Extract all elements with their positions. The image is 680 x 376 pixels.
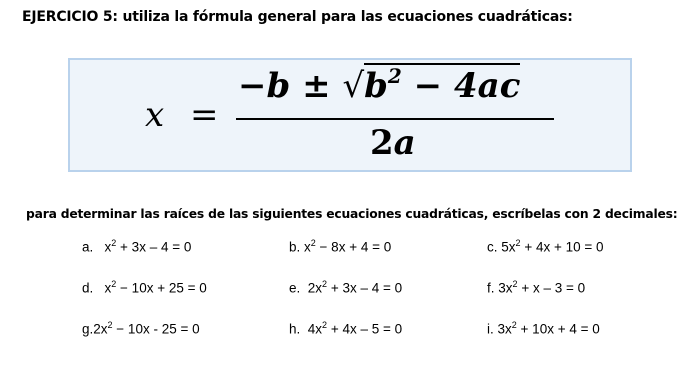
quadratic-formula-box xyxy=(68,58,632,172)
formula-exponent: 2 xyxy=(387,64,402,88)
equation-rest: + x – 3 = 0 xyxy=(517,280,586,296)
equation-exponent: 2 xyxy=(511,320,517,330)
formula-radicand xyxy=(364,63,520,106)
equation-exponent: 2 xyxy=(310,238,316,248)
equation-exponent: 2 xyxy=(322,320,328,330)
equation-rest: + 4x + 10 = 0 xyxy=(520,239,604,255)
equation-d xyxy=(82,279,207,296)
equation-label: c. xyxy=(487,239,498,255)
equation-rest: + 4x – 5 = 0 xyxy=(327,321,403,337)
equation-exponent: 2 xyxy=(107,320,113,330)
formula-4ac: 4ac xyxy=(454,66,521,106)
formula-numerator xyxy=(238,64,521,106)
equation-term: x xyxy=(304,239,311,255)
equation-rest: + 3x – 4 = 0 xyxy=(116,239,192,255)
equation-exponent: 2 xyxy=(512,279,518,289)
equation-term: 5x xyxy=(501,239,516,255)
equation-label: f. xyxy=(487,280,495,296)
formula-fraction-bar xyxy=(236,118,554,120)
equation-c xyxy=(487,238,604,255)
equation-exponent: 2 xyxy=(111,238,117,248)
equation-g xyxy=(82,320,200,337)
formula-denominator-2: 2 xyxy=(370,123,394,163)
equation-rest: − 8x + 4 = 0 xyxy=(315,239,392,255)
formula-lhs: x xyxy=(145,95,165,135)
instruction-text: para determinar las raíces de las siguientes ecuaciones cuadráticas, escríbelas con 2 decimales: xyxy=(26,207,678,221)
equation-b xyxy=(289,238,391,255)
equation-label: e. xyxy=(289,280,301,296)
equation-exponent: 2 xyxy=(322,279,328,289)
formula-radical-sign: √ xyxy=(342,66,365,106)
equation-exponent: 2 xyxy=(111,279,117,289)
equation-label: a. xyxy=(82,239,94,255)
formula-b-base: b xyxy=(364,66,388,106)
equation-term: 4x xyxy=(307,321,323,337)
equation-i xyxy=(487,320,600,337)
equation-label: d. xyxy=(82,280,94,296)
formula-minus-b: −b xyxy=(238,66,291,106)
formula-denominator xyxy=(370,123,416,163)
formula-equals: = xyxy=(190,95,219,135)
equation-e xyxy=(289,279,402,296)
equation-rest: − 10x + 25 = 0 xyxy=(116,280,207,296)
equation-f xyxy=(487,279,585,296)
equation-label: g. xyxy=(82,321,94,337)
equation-exponent: 2 xyxy=(515,238,521,248)
equation-rest: + 3x – 4 = 0 xyxy=(327,280,403,296)
equation-term: 2x xyxy=(93,321,108,337)
equation-term: 3x xyxy=(497,321,512,337)
equation-term: 3x xyxy=(498,280,513,296)
equation-rest: − 10x - 25 = 0 xyxy=(112,321,200,337)
equation-h xyxy=(289,320,402,337)
equation-term: x xyxy=(104,239,112,255)
formula-minus: − xyxy=(413,66,443,106)
equation-label: i. xyxy=(487,321,494,337)
equation-label: b. xyxy=(289,239,301,255)
exercise-title: EJERCICIO 5: utiliza la fórmula general para las ecuaciones cuadráticas: xyxy=(22,9,573,25)
equation-a xyxy=(82,238,191,255)
formula-denominator-a: a xyxy=(393,123,416,163)
equation-term: 2x xyxy=(307,280,323,296)
formula-plus-minus: ± xyxy=(302,66,331,106)
equation-label: h. xyxy=(289,321,301,337)
equation-term: x xyxy=(104,280,112,296)
equation-rest: + 10x + 4 = 0 xyxy=(516,321,600,337)
